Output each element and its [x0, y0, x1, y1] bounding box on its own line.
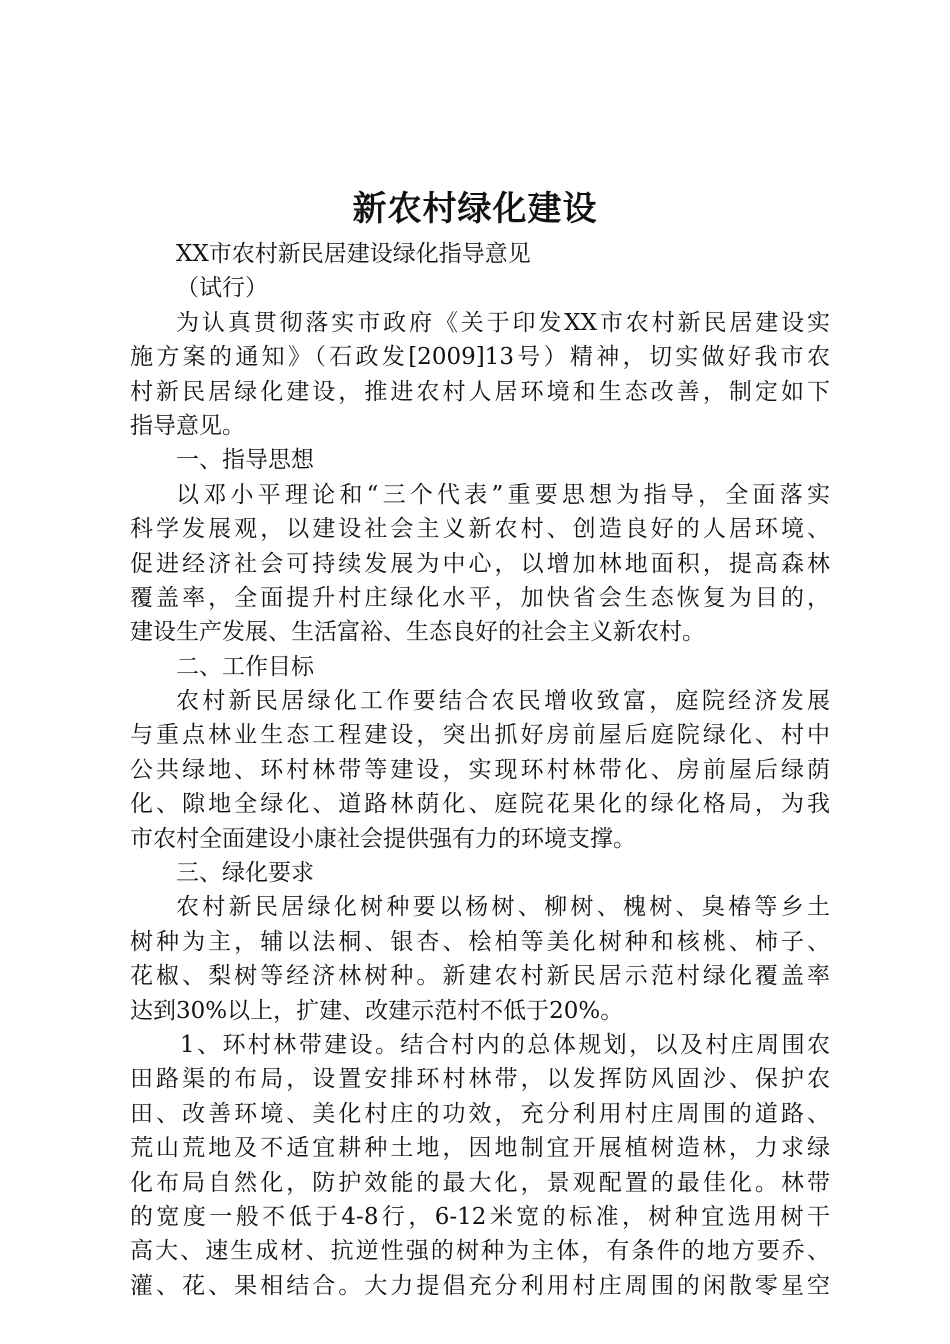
text-line: （试行） [176, 275, 268, 302]
text-line: 化、隙地全绿化、道路林荫化、庭院花果化的绿化格局，为我 [130, 791, 830, 818]
text-line: 村新民居绿化建设，推进农村人居环境和生态改善，制定如下 [130, 378, 830, 405]
text-line: 的宽度一般不低于4-8行，6-12米宽的标准，树种宜选用树干 [130, 1203, 830, 1230]
text-line: 三、绿化要求 [176, 860, 314, 887]
text-line: 一、指导思想 [176, 447, 314, 474]
text-line: 科学发展观，以建设社会主义新农村、创造良好的人居环境、 [130, 516, 830, 543]
text-line: 田路渠的布局，设置安排环村林带，以发挥防风固沙、保护农 [130, 1066, 830, 1093]
document-title: 新农村绿化建设 [352, 189, 598, 229]
text-line: 促进经济社会可持续发展为中心，以增加林地面积，提高森林 [130, 550, 830, 577]
text-line: 公共绿地、环村林带等建设，实现环村林带化、房前屋后绿荫 [130, 756, 830, 783]
text-line: 施方案的通知》（石政发[2009]13号）精神，切实做好我市农 [130, 344, 830, 371]
text-line: 树种为主，辅以法桐、银杏、桧柏等美化树种和核桃、柿子、 [130, 928, 830, 955]
text-line: XX市农村新民居建设绿化指导意见 [176, 241, 531, 267]
text-line: 指导意见。 [130, 412, 245, 439]
text-line: 1、环村林带建设。结合村内的总体规划，以及村庄周围农 [180, 1031, 830, 1058]
text-line: 化布局自然化，防护效能的最大化，景观配置的最佳化。林带 [130, 1169, 830, 1196]
text-line: 灌、花、果相结合。大力提倡充分利用村庄周围的闲散零星空 [130, 1272, 830, 1299]
text-line: 建设生产发展、生活富裕、生态良好的社会主义新农村。 [130, 619, 705, 646]
text-line: 田、改善环境、美化村庄的功效，充分利用村庄周围的道路、 [130, 1100, 830, 1127]
text-line: 以邓小平理论和“三个代表”重要思想为指导，全面落实 [176, 481, 830, 508]
text-line: 荒山荒地及不适宜耕种土地，因地制宜开展植树造林，力求绿 [130, 1135, 830, 1162]
document-body [130, 237, 830, 1303]
text-line: 高大、速生成材、抗逆性强的树种为主体，有条件的地方要乔、 [130, 1238, 830, 1265]
text-line: 市农村全面建设小康社会提供强有力的环境支撑。 [130, 825, 636, 852]
text-line: 达到30%以上，扩建、改建示范村不低于20%。 [130, 997, 624, 1024]
text-line: 覆盖率，全面提升村庄绿化水平，加快省会生态恢复为目的， [130, 584, 830, 611]
text-line: 农村新民居绿化工作要结合农民增收致富，庭院经济发展 [176, 688, 830, 715]
text-line: 与重点林业生态工程建设，突出抓好房前屋后庭院绿化、村中 [130, 722, 830, 749]
text-line: 花椒、梨树等经济林树种。新建农村新民居示范村绿化覆盖率 [130, 963, 830, 990]
text-line: 二、工作目标 [176, 653, 314, 680]
text-line: 农村新民居绿化树种要以杨树、柳树、槐树、臭椿等乡土 [176, 894, 830, 921]
text-line: 为认真贯彻落实市政府《关于印发XX市农村新民居建设实 [176, 309, 830, 336]
